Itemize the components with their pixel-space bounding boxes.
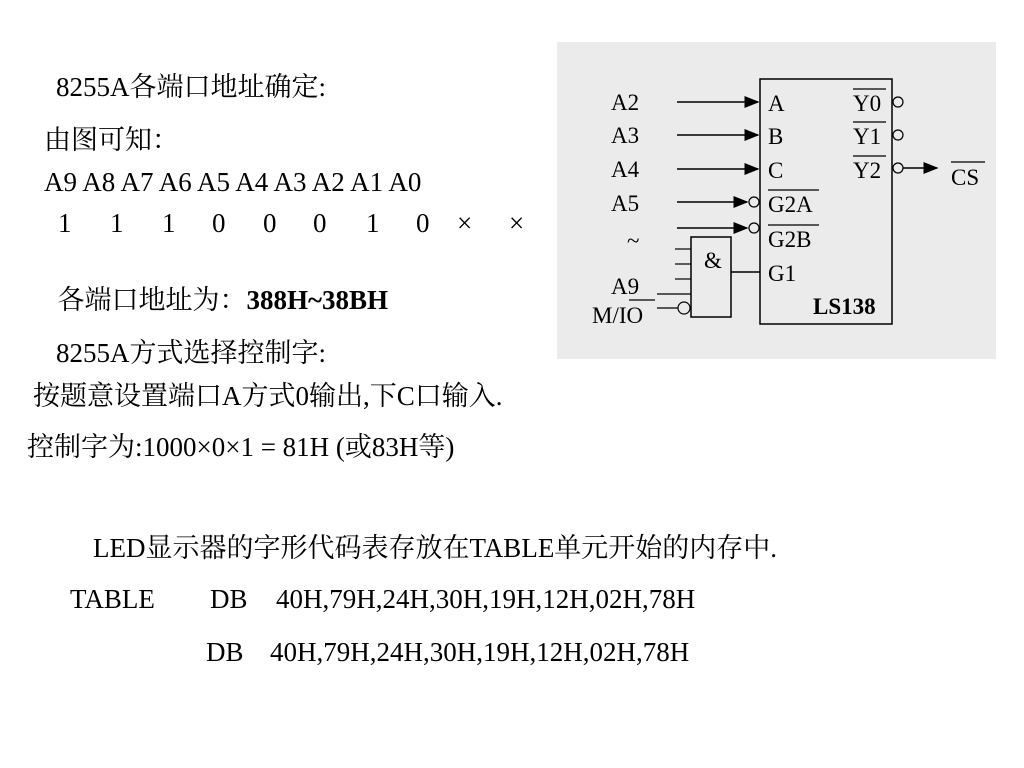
result-label: 各端口地址为： xyxy=(57,285,247,315)
y0-bubble xyxy=(893,97,903,107)
port-address-heading: 8255A各端口地址确定: xyxy=(56,72,326,102)
bit-value: 1 xyxy=(110,208,124,238)
input-label-a4: A4 xyxy=(611,157,640,182)
and-gate-symbol: & xyxy=(704,248,722,273)
ellipsis-symbol: ~ xyxy=(627,228,640,253)
mio-bubble xyxy=(678,302,690,314)
pin-a: A xyxy=(768,91,785,116)
input-label-a3: A3 xyxy=(611,123,640,148)
pin-g2a: G2A xyxy=(768,192,813,217)
input-label-mio: M/IO xyxy=(592,303,644,328)
address-lines: A9 A8 A7 A6 A5 A4 A3 A2 A1 A0 xyxy=(44,167,422,197)
pin-g2b: G2B xyxy=(768,227,812,252)
y2-bubble xyxy=(893,163,903,173)
db-directive: DB xyxy=(206,637,244,667)
led-table-description: LED显示器的字形代码表存放在TABLE单元开始的内存中. xyxy=(93,533,778,563)
control-word-value: 控制字为:1000×0×1 = 81H (或83H等) xyxy=(27,432,455,462)
input-label-a5: A5 xyxy=(611,191,640,216)
pin-c: C xyxy=(768,158,784,183)
bit-value: × xyxy=(457,208,473,238)
chip-name: LS138 xyxy=(813,294,876,319)
table-label: TABLE xyxy=(70,584,155,614)
bit-value: 0 xyxy=(416,208,430,238)
bit-value: 1 xyxy=(58,208,72,238)
pin-y1: Y1 xyxy=(853,124,882,149)
g2a-bubble xyxy=(749,197,759,207)
bit-value: 1 xyxy=(162,208,176,238)
from-figure-text: 由图可知： xyxy=(44,125,179,155)
bit-value: 0 xyxy=(263,208,277,238)
bit-value: 0 xyxy=(313,208,327,238)
y1-bubble xyxy=(893,130,903,140)
port-address-result xyxy=(44,255,388,315)
input-label-a2: A2 xyxy=(611,90,640,115)
bit-value: × xyxy=(509,208,525,238)
db-values: 40H,79H,24H,30H,19H,12H,02H,78H xyxy=(276,584,696,614)
bit-value: 0 xyxy=(212,208,226,238)
cs-label: CS xyxy=(951,165,980,190)
db-values: 40H,79H,24H,30H,19H,12H,02H,78H xyxy=(270,637,690,667)
pin-b: B xyxy=(768,124,784,149)
input-label-a9: A9 xyxy=(611,274,640,299)
result-value: 388H~38BH xyxy=(246,285,389,315)
pin-y0: Y0 xyxy=(853,91,882,116)
decoder-diagram xyxy=(557,42,996,359)
decoder-diagram-svg xyxy=(557,42,996,359)
control-word-heading: 8255A方式选择控制字: xyxy=(56,338,326,368)
g2b-bubble xyxy=(749,223,759,233)
pin-y2: Y2 xyxy=(853,158,882,183)
control-word-description: 按题意设置端口A方式0输出,下C口输入. xyxy=(33,381,503,411)
db-directive: DB xyxy=(210,584,248,614)
bit-value: 1 xyxy=(366,208,380,238)
pin-g1: G1 xyxy=(768,261,797,286)
